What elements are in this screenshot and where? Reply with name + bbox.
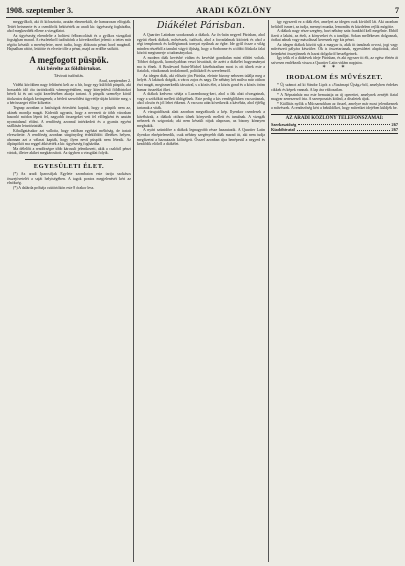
paragraph: (*) A dalárda próbája csütörtökön este 8 órakor lesz. [13, 185, 95, 190]
column-divider [133, 20, 134, 562]
phone-label: Szerkesztőség [271, 121, 297, 127]
header-date: 1908. szeptember 3. [6, 5, 73, 15]
phone-row [271, 127, 398, 132]
header-page-number: 7 [394, 5, 399, 15]
paragraph: A diákok kedvenc sétája a Luxembourg-kert, ahol a fák alatt olvasgatnak, vagy a szökőkút mellett üldögélnek. Este pedig a kis vendéglőkben vacsoráznak, ahol olcsón és jól lehet étkezni. A vacsora után következik a kávéház, ahol éjfélig tartanak a viták. [137, 92, 265, 110]
column-divider [268, 20, 269, 562]
paragraph: Tegnap azonban a hatóságok értesítést kaptak, hogy a püspök nem az, akinek mondja magát. Kiderült ugyanis, hogy a nevezett úr több városban hasonló módon lépett fel, nagyobb összegeket vett fel előlegként és azután nyomtalanul eltűnt. A rendőrség azonnal intézkedett és a gyanús egyént szállásán letartóztatták. [7, 105, 131, 129]
article-subtitle: Aki bérelte az földbirtokot. [36, 65, 102, 72]
paragraph: * Kiállítás nyílik a Műcsarnokban az ősszel, amelyre már most jelentkeznek a művészek. A rendezőség kéri a beküldőket, hogy műveiket idejében küldjék be. [271, 101, 398, 111]
paragraph: így egyszerű ez a diák élet, amelyet az idegen csak kívülről lát. Aki azonban belülről ismeri, az tudja, mennyi munka, lemondás és küzdelem rejlik mögötte. [271, 20, 398, 29]
paragraph: Vidéki körökben nagy feltűnést kelt az a hír, hogy egy külföldi püspök, aki hosszabb idő óta tartózkodik vármegyénkben, nagy kiterjedésű földbirtokot bérelt ki és azt saját kezelésében akarja tartani. A püspök személye körül titokzatos dolgok keringenek; a bérleti szerződést ügyvédje útján kötötte meg, s a bérösszeget előre kifizette. [7, 83, 131, 106]
paragraph: (*) Az aradi Iparosifjak Egylete szombaton este tartja szokásos összejövetelét a saját helyiségében. A tagok pontos megjelenését kéri az elnökség. [7, 171, 131, 186]
phone-label: Kiadóhivatal [271, 126, 295, 132]
paragraph: Kihallgatásakor azt vallotta, hogy valóban egyházi méltóság, de iratait elveszítette. A rendőrség azonban sürgönyileg érdeklődött illetékes helyen, ahonnan azt a választ kapták, hogy ilyen nevű püspök nem létezik. Az álpüspököt ma reggel átkísérték a kir. ügyészség fogházába. [7, 128, 131, 147]
column-3 [271, 20, 398, 562]
paragraph: A vizsgaidőszak alatt azonban megváltozik a kép. Ilyenkor csendesek a kávéházak, a diákok otthon ülnek könyveik mellett és tanulnak. A vizsgák nehezek és szigorúak; aki nem készült rájuk alaposan, az bizony könnyen megbukik. [137, 110, 265, 128]
phone-box [271, 114, 398, 134]
paragraph: Az idegen diákok között sok a magyar is, akik itt tanulnak orvosi, jogi vagy művészeti pályára készülve. Ők is összetartanak, egyesületet alapítottak, ahol hetenként összejönnek és hazai dolgokról beszélgetnek. [271, 42, 398, 56]
section-ornament: ✶ ✶ ✶ [321, 65, 348, 71]
page-header [6, 4, 399, 16]
phone-box-title: AZ ARADI KÖZLÖNY TELEFONSZÁMAI: [285, 115, 384, 121]
article-title: A megfogott püspök. [29, 54, 109, 65]
paragraph: * A Népszínház ma este bemutatja az új operettet, amelynek zenéjét fiatal magyar zeneszerző írta. A szereposztás kitűnő, a díszletek újak. [271, 92, 398, 102]
phone-number: 267 [391, 121, 398, 127]
section-separator [25, 159, 113, 160]
paragraph: Az ügyészség elrendelte a holttest felboncolását és a gyilkos vizsgálati fogságban marad. A részletekről tudósítónk a következőket jelenti: a tettes már régóta készült a merényletre, mert tudta, hogy áldozata pénzt hord magánál. Hajnalban rátört, leütötte és elvette tőle a pénzt, majd az erdőbe szökött. [7, 33, 131, 52]
header-rule [6, 17, 399, 18]
paragraph: A nyári szünidőre a diákok legnagyobb része hazautazik. A Quartier Latin ilyenkor elnéptelenedik, csak néhány szegényebb diák marad itt, aki nem tudja megfizetni a hazautazás költségeit. Ősszel azonban újra benépesül a negyed és kezdődik elölről a diákélet. [137, 128, 265, 147]
article-byline: Távirati tudósítás. [53, 73, 85, 79]
section-title: IRODALOM ÉS MŰVÉSZET. [286, 74, 383, 82]
paragraph: A diákok nagy része szegény, havi néhány száz frankból kell megélnie. Ebből fizeti a lakást, az ételt, a könyveket és a tandíjat. Sokan mellékesen dolgoznak, órákat adnak vagy másolással keresnek egy kis pénzt. [271, 29, 398, 43]
phone-number: 267 [391, 126, 398, 132]
column-1 [7, 20, 131, 562]
paragraph: A modern diák kevésbé vidám és kevésbé gondtalan mint elődei voltak. Többet dolgozik, komolyabban veszi hivatását, de azért a diákélet hagyományai ma is élnek. A Boulevard Saint-Michel kávéházaiban most is ott ülnek este a fiatalok, vitatkoznak irodalomról, politikáról és szerelemről. [137, 55, 265, 74]
leader-dots [297, 127, 390, 131]
column-2 [137, 20, 265, 562]
paragraph: meggyilkolt, aki őt kifosztotta, azután elmenekült, de hamarosan elfogták. Tettét beismerte és a csendőrök bekísérték az aradi kir. ügyészség fogházába, ahol megkezdték ellene a vizsgálatot. [7, 20, 131, 34]
article-title: Diákélet Párisban. [156, 20, 246, 31]
header-paper-name: ARADI KÖZLÖNY [196, 5, 272, 15]
leader-dots [298, 122, 389, 126]
paragraph: Ma délelőtt a rendőrségre több károsult jelentkezett, akik a csalótól pénzt vártak, illetve akiket megkárosított. Az ügyben a vizsgálat folyik. [7, 146, 131, 156]
paragraph: A Quartier Latinban sorakoznak a diákok. Az ős-latin negyed Párisban, ahol együtt élnek diákok, művészek, tudósok, ahol a forradalmak kitörtek és ahol a régi templomok és kollégiumok tornyai nyúlnak az égbe. Ide gyűl össze a világ minden részéből a tanulni vágyó ifjúság, hogy a Sorbonne és a többi főiskola falai között megismerje a tudományokat. [137, 33, 265, 56]
paragraph: Az idegen diák, aki először jön Párisba, eleinte bizony nehezen találja meg a helyét. A lakások drágák, a város zajos és nagy. De néhány hét múlva már otthon érzi magát, megismerkedik társaival, s a közös élet, a közös gond és a közös öröm hamar összefűzi őket. [137, 73, 265, 92]
section-title: EGYESÜLETI ÉLET. [33, 162, 105, 170]
paragraph: Így telik el a diákévek ideje Párisban, és aki egyszer itt élt, az egész életén át szívesen emlékezik vissza a Quartier Latin vidám napjaira. [271, 56, 398, 65]
paragraph: * Új számot ad ki Sándor Lipót a »Vasárnapi Újság«-ból, amelyben érdekes cikkek és képek vannak. A lap ára változatlan. [271, 83, 398, 93]
article-dateline: Arad, szeptember 2. [98, 78, 131, 84]
